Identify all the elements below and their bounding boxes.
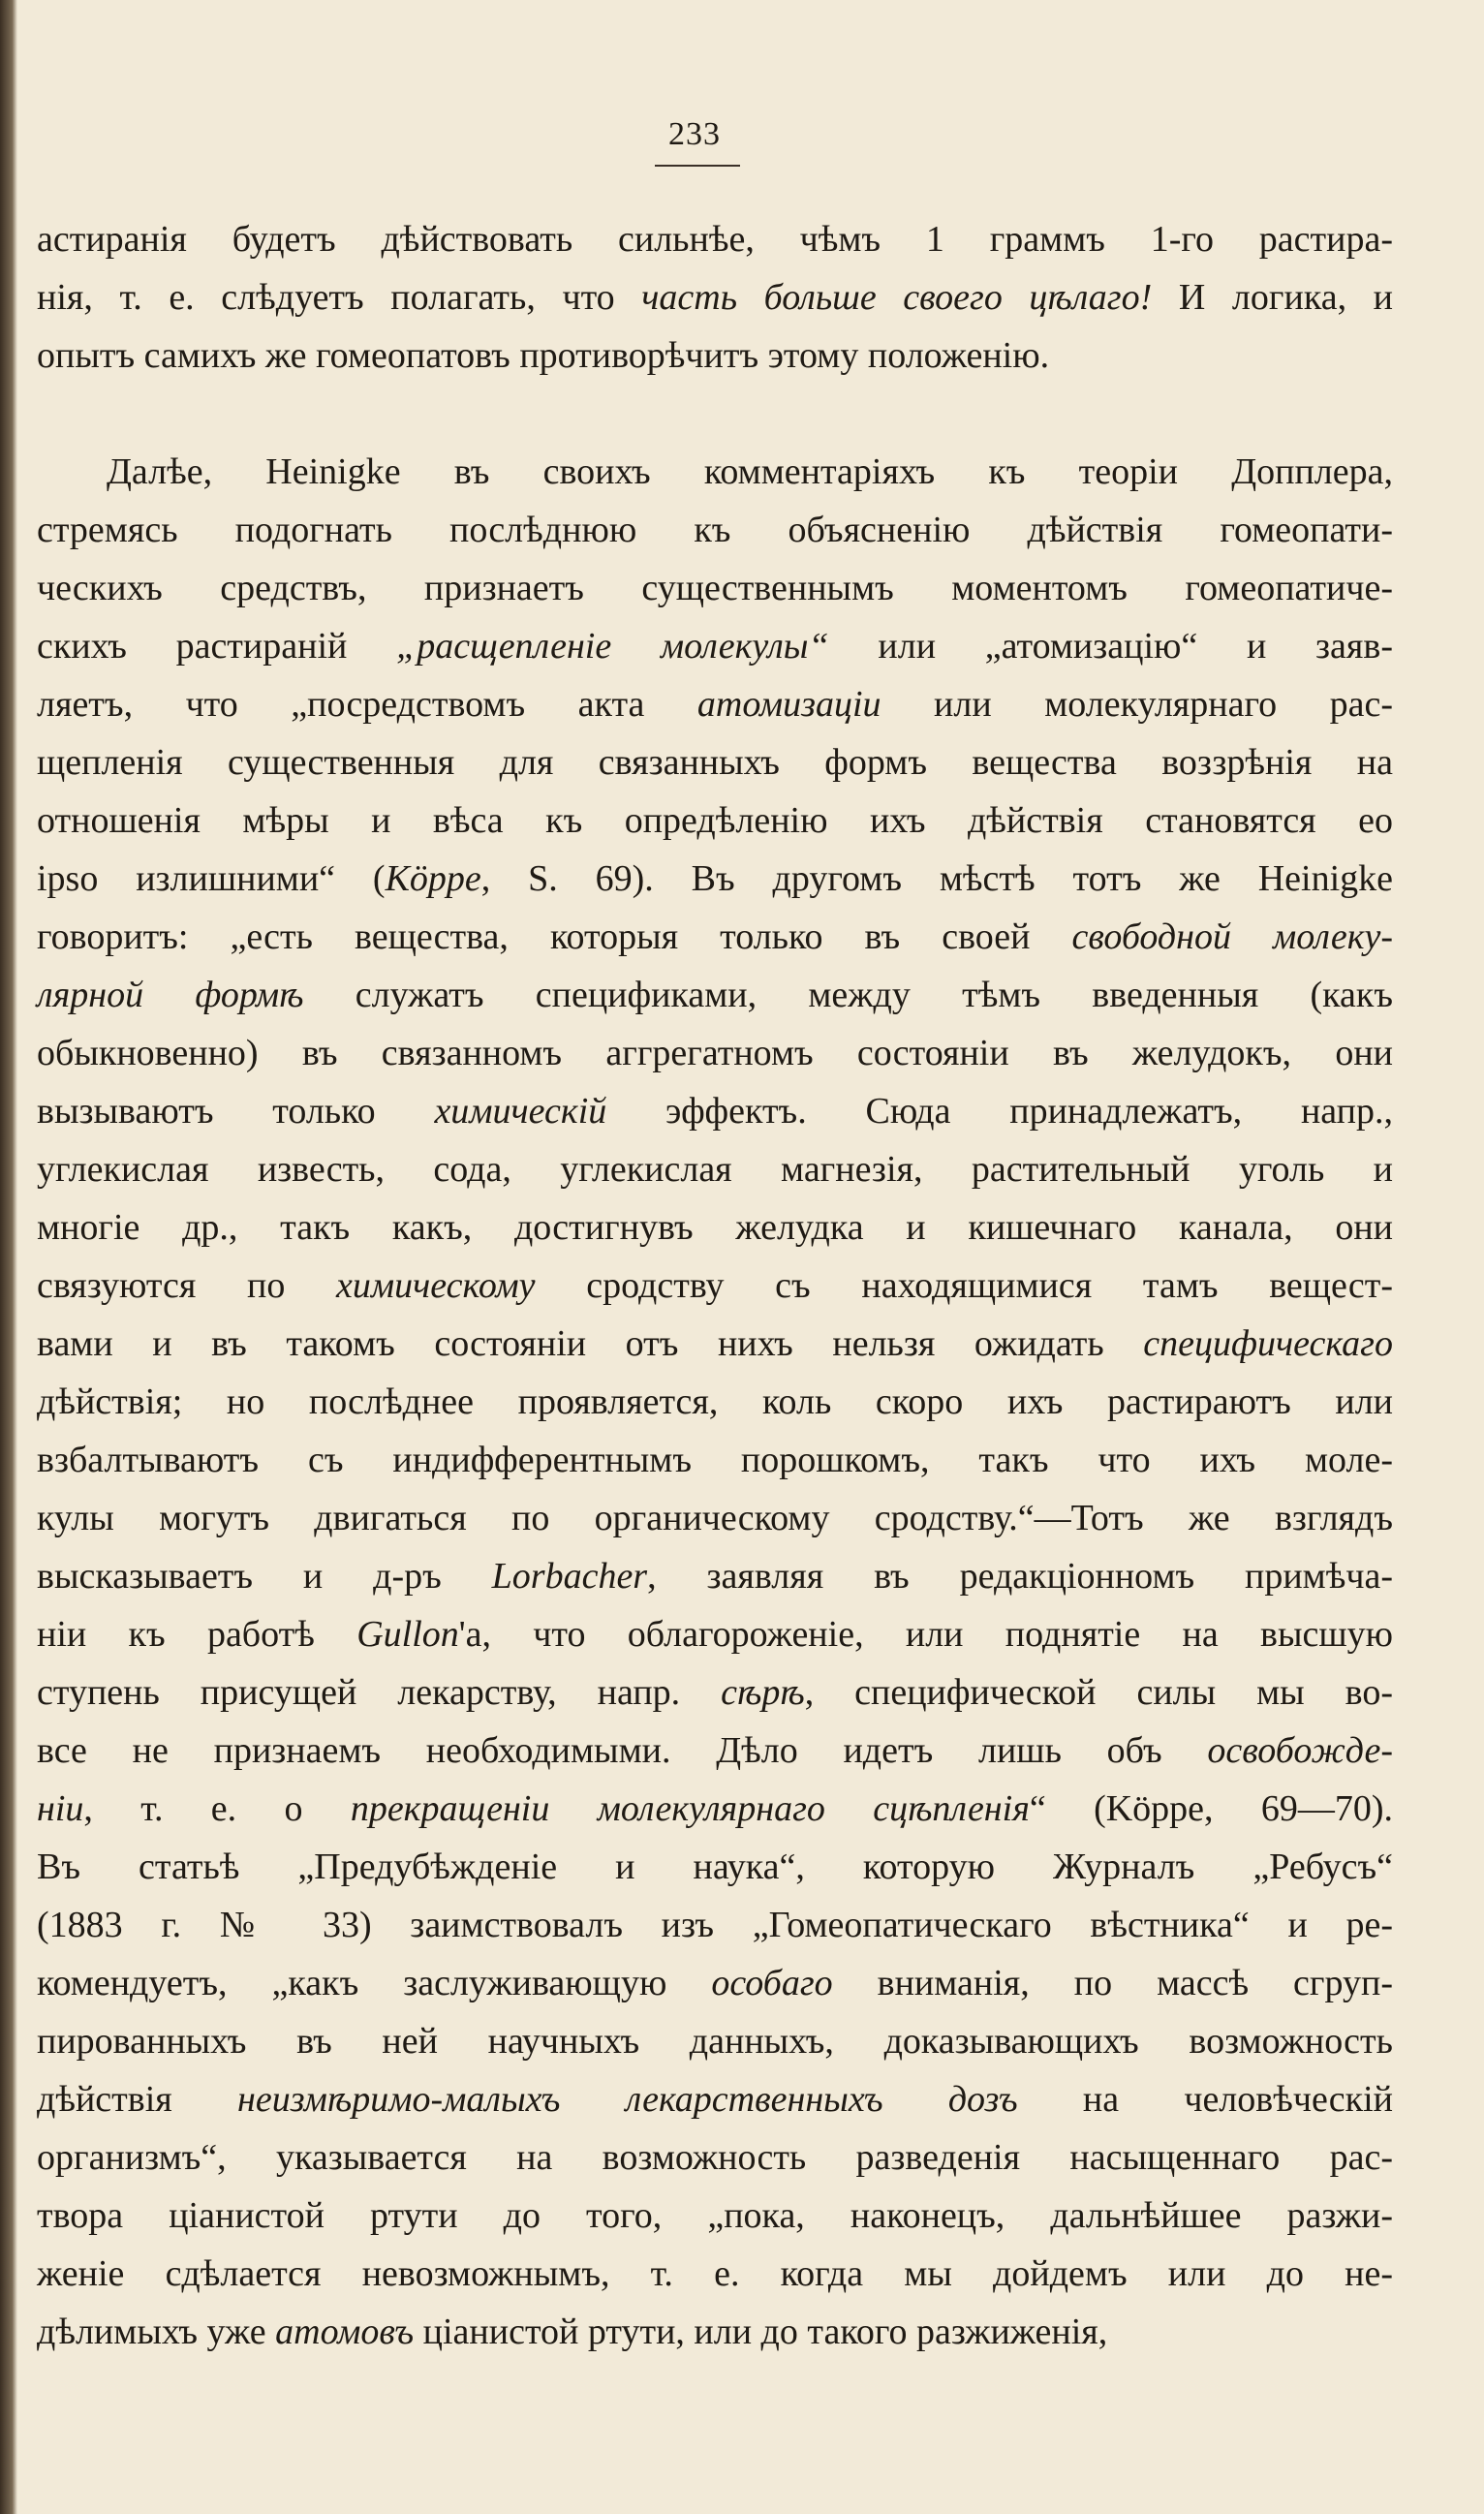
- text-line: ніи къ работѣ Gullon'а, что облагороженіе, или поднятіе на высшую: [37, 1614, 1394, 1655]
- text-line: дѣйствія; но послѣднее проявляется, коль скоро ихъ растираютъ или: [37, 1381, 1393, 1422]
- text-line: стремясь подогнать послѣднюю къ объясненію дѣйствія гомеопати-: [37, 510, 1393, 550]
- text-line: Далѣе, Heinigke въ своихъ комментаріяхъ къ теоріи Допплера,: [107, 451, 1393, 492]
- page-number: 233: [668, 116, 721, 152]
- text-line: говоритъ: „есть вещества, которыя только въ своей свободной молеку-: [37, 916, 1393, 957]
- text-line: комендуетъ, „какъ заслуживающую особаго вниманія, по массѣ сгруп-: [37, 1963, 1394, 2003]
- text-line: отношенія мѣры и вѣса къ опредѣленію ихъ дѣйствія становятся ео: [37, 800, 1393, 841]
- text-line: твора ціанистой ртути до того, „пока, наконецъ, дальнѣйшее разжи-: [37, 2195, 1393, 2236]
- text-line: вызываютъ только химическій эффектъ. Сюда принадлежатъ, напр.,: [37, 1091, 1393, 1132]
- text-line: женіе сдѣлается невозможнымъ, т. е. когда мы дойдемъ или до не-: [37, 2253, 1393, 2294]
- text-line: скихъ растираній „расщепленіе молекулы“ или „атомизацію“ и заяв-: [37, 626, 1393, 667]
- text-line: ступень присущей лекарству, напр. сѣрѣ, специфической силы мы во-: [37, 1672, 1393, 1713]
- text-line: обыкновенно) въ связанномъ аггрегатномъ состояніи въ желудокъ, они: [37, 1033, 1393, 1073]
- book-spine-shadow: [0, 0, 17, 2514]
- text-line: пированныхъ въ ней научныхъ данныхъ, доказывающихъ возможность: [37, 2021, 1393, 2062]
- page-number-rule: [655, 165, 740, 167]
- text-line: углекислая известь, сода, углекислая магнезія, растительный уголь и: [37, 1149, 1393, 1190]
- text-line: ніи, т. е. о прекращеніи молекулярнаго сцѣпленія“ (Köppe, 69—70).: [37, 1788, 1394, 1829]
- text-line: многіе др., такъ какъ, достигнувъ желудка и кишечнаго канала, они: [37, 1207, 1393, 1248]
- text-line: ляетъ, что „посредствомъ акта атомизаціи или молекулярнаго рас-: [37, 684, 1393, 725]
- text-line: организмъ“, указывается на возможность разведенія насыщеннаго рас-: [37, 2137, 1393, 2178]
- text-line: щепленія существенныя для связанныхъ формъ вещества воззрѣнія на: [37, 742, 1393, 783]
- text-line: ipso излишними“ (Köppe, S. 69). Въ другомъ мѣстѣ тотъ же Heinigke: [37, 858, 1393, 899]
- text-line: опытъ самихъ же гомеопатовъ противорѣчитъ этому положенію.: [37, 335, 1050, 376]
- text-line: высказываетъ и д-ръ Lorbacher, заявляя въ редакціонномъ примѣча-: [37, 1556, 1393, 1597]
- text-line: астиранія будетъ дѣйствовать сильнѣе, чѣмъ 1 граммъ 1-го растира-: [37, 219, 1393, 260]
- text-line: Въ статьѣ „Предубѣжденіе и наука“, которую Журналъ „Ребусъ“: [37, 1847, 1393, 1887]
- text-line: взбалтываютъ съ индифферентнымъ порошкомъ, такъ что ихъ моле-: [37, 1440, 1393, 1480]
- text-line: (1883 г. № 33) заимствовалъ изъ „Гомеопатическаго вѣстника“ и ре-: [37, 1905, 1393, 1945]
- text-line: связуются по химическому сродству съ находящимися тамъ вещест-: [37, 1265, 1393, 1306]
- text-line: дѣйствія неизмѣримо-малыхъ лекарственныхъ дозъ на человѣческій: [37, 2079, 1393, 2120]
- text-line: нія, т. е. слѣдуетъ полагать, что часть больше своего цѣлаго! И логика, и: [37, 277, 1394, 318]
- text-line: дѣлимыхъ уже атомовъ ціанистой ртути, или до такого разжиженія,: [37, 2312, 1108, 2352]
- text-line: ческихъ средствъ, признаетъ существеннымъ моментомъ гомеопатиче-: [37, 568, 1393, 608]
- text-line: лярной формѣ служатъ спецификами, между тѣмъ введенныя (какъ: [37, 975, 1393, 1015]
- text-line: кулы могутъ двигаться по органическому сродству.“—Тотъ же взглядъ: [37, 1498, 1393, 1538]
- text-line: вами и въ такомъ состояніи отъ нихъ нельзя ожидать специфическаго: [37, 1323, 1393, 1364]
- text-line: все не признаемъ необходимыми. Дѣло идетъ лишь объ освобожде-: [37, 1730, 1393, 1771]
